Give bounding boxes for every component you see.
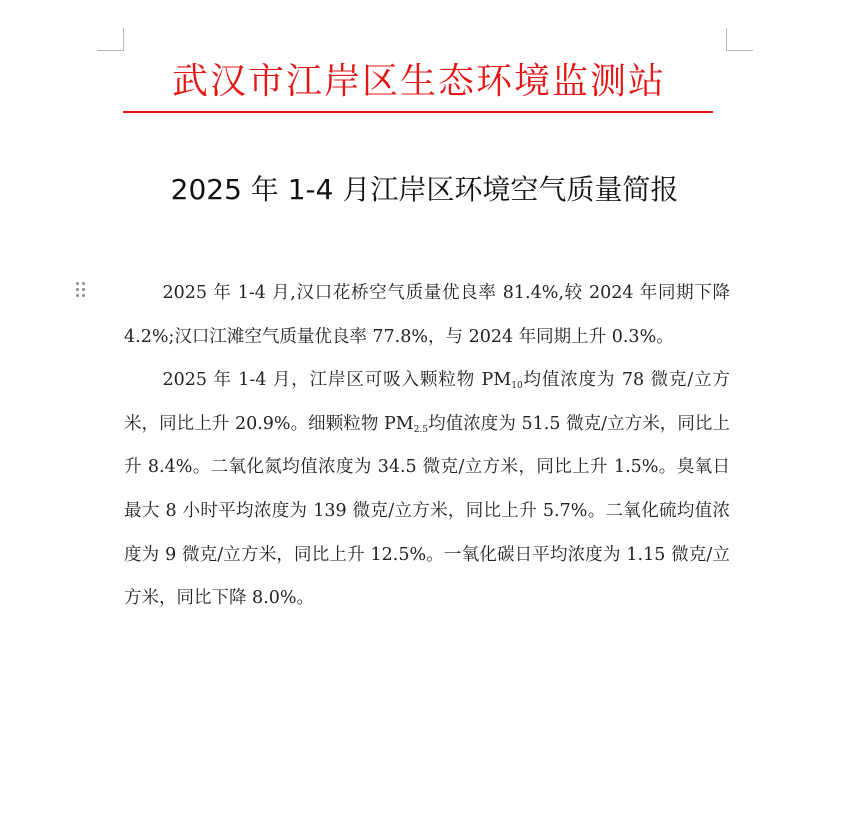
- paragraph-2-segment-1: 2025 年 1-4 月，江岸区可吸入颗粒物 PM: [162, 370, 512, 391]
- organization-header: 武汉市江岸区生态环境监测站: [171, 61, 666, 102]
- margin-corner-top-left: [97, 28, 124, 51]
- document-title: 2025 年 1-4 月江岸区环境空气质量简报: [170, 173, 679, 206]
- paragraph-1[interactable]: 2025 年 1-4 月,汉口花桥空气质量优良率 81.4%,较 2024 年同期下降 4.2%;汉口江滩空气质量优良率 77.8%，与 2024 年同期上升 0.3%。: [124, 283, 730, 347]
- paragraph-2[interactable]: [124, 359, 730, 621]
- pm25-subscript: 2.5: [413, 424, 429, 435]
- drag-handle-icon[interactable]: [76, 282, 88, 302]
- header-red-rule: [123, 111, 713, 113]
- margin-corner-top-right: [726, 28, 753, 51]
- document-body[interactable]: [124, 272, 730, 621]
- paragraph-2-segment-3: 均值浓度为 51.5 微克/立方米，同比上升 8.4%。二氧化氮均值浓度为 34.5 微克/立方米，同比上升 1.5%。臭氧日最大 8 小时平均浓度为 139 微克/立方米，同比上升 5.7%。二氧化硫均值浓度为 9 微克/立方米，同比上升 12.5%。一氧化碳日平均浓度为 1.15 微克/立方米，同比下降 8.0%。: [124, 413, 730, 609]
- pm10-subscript: 10: [511, 381, 523, 392]
- paragraph-2-segment-2: 均值浓度为 78 微克/立方米，同比上升 20.9%。细颗粒物 PM: [124, 370, 730, 434]
